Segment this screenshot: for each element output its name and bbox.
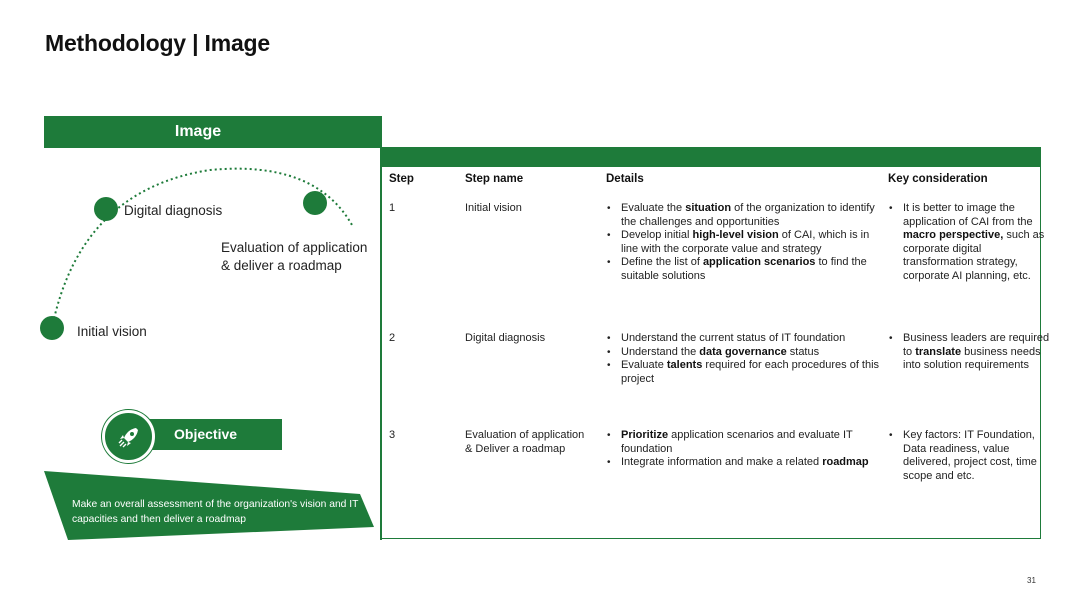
bullet-item: • Evaluate the situation of the organization to identify the challenges and opportunities bbox=[621, 202, 883, 229]
bullet-item: • Integrate information and make a related roadmap bbox=[621, 456, 883, 470]
rocket-icon bbox=[102, 410, 155, 463]
bullet-item: • Understand the current status of IT foundation bbox=[621, 332, 883, 346]
page-number: 31 bbox=[1027, 576, 1036, 585]
bullet-item: • Understand the data governance status bbox=[621, 346, 883, 360]
header-step-name: Step name bbox=[465, 173, 524, 185]
header-details: Details bbox=[606, 173, 644, 185]
bullet-item: • Business leaders are required to translate business needs into solution requirements bbox=[903, 332, 1051, 373]
row1-step: 1 bbox=[389, 202, 396, 214]
milestone-label-initial-vision: Initial vision bbox=[77, 324, 147, 339]
bullet-item: • It is better to image the application of CAI from the macro perspective, such as corporate digital transformation strategy, corporate AI planning, etc. bbox=[903, 202, 1051, 284]
header-step: Step bbox=[389, 173, 414, 185]
header-key-consideration: Key consideration bbox=[888, 173, 988, 185]
bullet-item: • Develop initial high-level vision of CAI, which is in line with the corporate value and strategy bbox=[621, 229, 883, 256]
row2-step: 2 bbox=[389, 332, 396, 344]
bullet-item: • Define the list of application scenarios to find the suitable solutions bbox=[621, 256, 883, 283]
image-header-label: Image bbox=[174, 123, 222, 140]
bullet-item: • Key factors: IT Foundation, Data readiness, value delivered, project cost, time scope and etc. bbox=[903, 429, 1051, 483]
bullet-item: • Evaluate talents required for each procedures of this project bbox=[621, 359, 883, 386]
milestone-label-evaluation: Evaluation of application & deliver a roadmap bbox=[221, 240, 368, 273]
row3-key bbox=[889, 429, 1051, 483]
row2-name: Digital diagnosis bbox=[465, 332, 546, 344]
milestone-label-digital-diagnosis: Digital diagnosis bbox=[124, 203, 223, 218]
row2-details bbox=[607, 332, 883, 386]
row2-key bbox=[889, 332, 1051, 373]
objective-label: Objective bbox=[126, 419, 282, 450]
row1-key bbox=[889, 202, 1051, 284]
row3-name: Evaluation of application & Deliver a roadmap bbox=[465, 429, 585, 455]
row1-name: Initial vision bbox=[465, 202, 522, 214]
row3-details bbox=[607, 429, 883, 470]
page-title: Methodology | Image bbox=[45, 30, 270, 56]
row1-details bbox=[607, 202, 883, 284]
bullet-item: • Prioritize application scenarios and evaluate IT foundation bbox=[621, 429, 883, 456]
objective-text: Make an overall assessment of the organization's vision and IT capacities and then deliver a roadmap bbox=[72, 499, 359, 525]
row3-step: 3 bbox=[389, 429, 396, 441]
